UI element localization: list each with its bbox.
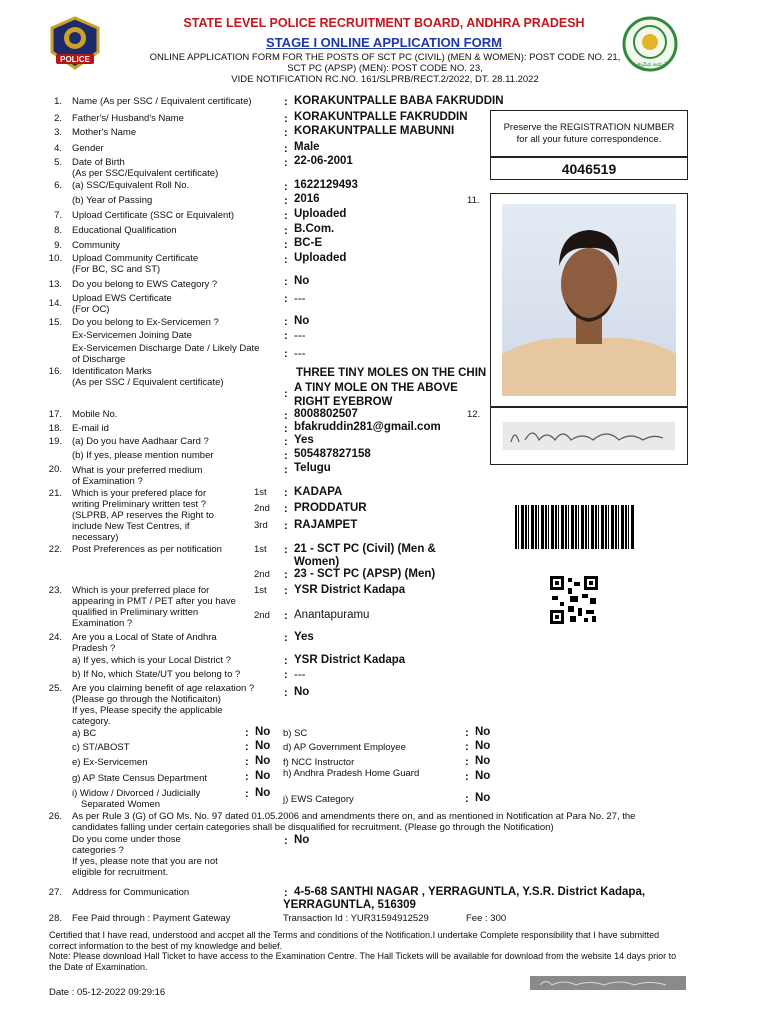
notification-line-2: SCT PC (APSP) (MEN): POST CODE NO. 23, <box>287 63 483 74</box>
disqualification-q4: eligible for recruitment. <box>72 867 169 878</box>
ews-value: No <box>294 275 310 287</box>
fee-amount: Fee : 300 <box>466 913 507 924</box>
relax-widow-value: No <box>255 787 271 799</box>
relax-census-label: g) AP State Census Department <box>72 773 208 784</box>
qr-code <box>550 576 598 624</box>
field-number: 1. <box>54 96 62 107</box>
field-number: 6. <box>54 180 62 191</box>
emblem-motto: సత్యమేవ జయతే <box>632 62 668 68</box>
field-number: 25. <box>48 683 62 694</box>
disqualification-value: No <box>294 834 310 846</box>
disqualification-q3: If yes, please note that you are not <box>72 856 218 867</box>
relax-bc-value: No <box>255 726 271 738</box>
field-number: 4. <box>54 143 62 154</box>
field-number: 8. <box>54 225 62 236</box>
colon: : <box>245 788 249 800</box>
pmt-pet-place-label: Which is your preferred place for appearing in PMT / PET after you have qualified in Preliminary written Examination ? <box>72 585 236 629</box>
colon: : <box>284 143 288 155</box>
local-status-value: Yes <box>294 631 314 643</box>
submission-date: Date : 05-12-2022 09:29:16 <box>49 987 166 998</box>
colon: : <box>284 520 288 532</box>
field-number: 7. <box>54 210 62 221</box>
ews-certificate-label: Upload EWS Certificate <box>72 293 172 304</box>
gender-value: Male <box>294 141 320 153</box>
field-number: 20. <box>48 464 62 475</box>
notification-line-3: VIDE NOTIFICATION RC.NO. 161/SLPRB/RECT.2/2022, DT. 28.11.2022 <box>231 74 539 85</box>
colon: : <box>465 771 469 783</box>
field-number: 16. <box>48 366 62 377</box>
local-status-label: Are you a Local of State of Andhra <box>72 632 217 643</box>
mother-name-label: Mother's Name <box>72 127 137 138</box>
exam-centre-2: PRODDATUR <box>294 502 367 514</box>
colon: : <box>284 388 288 400</box>
colon: : <box>284 436 288 448</box>
signature-label: 12. <box>467 409 481 420</box>
disqualification-rule-text: As per Rule 3 (G) of GO Ms. No. 97 dated 01.05.2006 and amendments there on, and as mentioned in Notification at Para No. 27, the candidates falling under certain categories shall be disqualified for recruitment. (Please go through the Notification) <box>72 811 636 833</box>
colon: : <box>284 316 288 328</box>
identification-mark-2: A TINY MOLE ON THE ABOVE <box>294 382 458 394</box>
photo-frame <box>490 193 688 407</box>
local-district-label: a) If yes, which is your Local District ? <box>72 655 231 666</box>
colon: : <box>284 127 288 139</box>
aadhaar-number-value: 505487827158 <box>294 448 371 460</box>
registration-note-box <box>490 110 688 158</box>
post-preference-1-cont: Women) <box>294 556 340 568</box>
barcode <box>515 505 635 549</box>
colon: : <box>465 727 469 739</box>
field-number: 27. <box>48 887 62 898</box>
email-label: E-mail id <box>72 423 109 434</box>
colon: : <box>284 887 288 899</box>
relax-ews-value: No <box>475 792 491 804</box>
mother-name-value: KORAKUNTPALLE MABUNNI <box>294 125 455 137</box>
relax-sc-value: No <box>475 726 491 738</box>
relax-apge-label: d) AP Government Employee <box>283 742 406 753</box>
relax-homeguard-value: No <box>475 770 491 782</box>
qualification-value: B.Com. <box>294 223 335 235</box>
gender-label: Gender <box>72 143 104 154</box>
identification-marks-label: Identificaton Marks <box>72 366 152 377</box>
discharge-date-value: --- <box>294 348 306 360</box>
pref-2nd: 2nd <box>254 610 270 621</box>
colon: : <box>284 254 288 266</box>
colon: : <box>284 423 288 435</box>
pref-1st: 1st <box>254 544 267 555</box>
disqualification-q2: categories ? <box>72 845 124 856</box>
pref-1st: 1st <box>254 585 267 596</box>
pref-3rd: 3rd <box>254 520 268 531</box>
colon: : <box>284 687 288 699</box>
colon: : <box>284 276 288 288</box>
registration-number-box <box>490 156 688 180</box>
pmt-pet-place-2: Anantapuramu <box>294 609 370 621</box>
community-certificate-note: (For BC, SC and ST) <box>72 264 161 275</box>
disqualification-q1: Do you come under those <box>72 834 181 845</box>
medium-label: What is your preferred medium <box>72 465 203 476</box>
relax-apge-value: No <box>475 740 491 752</box>
ews-certificate-value: --- <box>294 293 306 305</box>
field-number: 24. <box>48 632 62 643</box>
medium-label-2: of Examination ? <box>72 476 143 487</box>
pref-2nd: 2nd <box>254 503 270 514</box>
field-number: 21. <box>48 488 62 499</box>
age-relaxation-label: Are you claiming benefit of age relaxation ? <box>72 683 255 694</box>
age-relaxation-label-4: category. <box>72 716 111 727</box>
registration-number: 4046519 <box>561 161 617 177</box>
address-label: Address for Communication <box>72 887 190 898</box>
community-value: BC-E <box>294 237 323 249</box>
field-number: 15. <box>48 317 62 328</box>
hall-ticket-note: Note: Please download Hall Ticket to have access to the Examination Centre. The Hall Tickets will be available for download from the website 14 days prior to the Date of Examination. <box>49 951 677 972</box>
father-name-value: KORAKUNTPALLE FAKRUDDIN <box>294 111 468 123</box>
exam-centre-3: RAJAMPET <box>294 519 358 531</box>
dob-label-note: (As per SSC/Equivalent certificate) <box>72 168 219 179</box>
colon: : <box>284 632 288 644</box>
photo-label: 11. <box>467 195 480 206</box>
field-number: 26. <box>48 811 62 822</box>
identification-marks-note: (As per SSC / Equivalent certificate) <box>72 377 224 388</box>
field-number: 3. <box>54 127 62 138</box>
relax-exs-value: No <box>255 755 271 767</box>
colon: : <box>284 195 288 207</box>
ssc-certificate-value: Uploaded <box>294 208 347 220</box>
logo-text: POLICE <box>60 55 90 64</box>
fee-paid-label: Fee Paid through : Payment Gateway <box>72 913 231 924</box>
dob-label: Date of Birth <box>72 157 125 168</box>
dob-value: 22-06-2001 <box>294 155 353 167</box>
form-title: STAGE I ONLINE APPLICATION FORM <box>266 35 502 50</box>
colon: : <box>284 610 288 622</box>
colon: : <box>284 544 288 556</box>
local-district-value: YSR District Kadapa <box>294 654 406 666</box>
signature-frame <box>490 407 688 465</box>
relax-st-label: c) ST/ABOST <box>72 742 130 753</box>
colon: : <box>284 348 288 360</box>
roll-no-value: 1622129493 <box>294 179 358 191</box>
field-number: 2. <box>54 113 62 124</box>
colon: : <box>284 450 288 462</box>
colon: : <box>245 741 249 753</box>
field-number: 10. <box>48 253 62 264</box>
colon: : <box>284 669 288 681</box>
qualification-label: Educational Qualification <box>72 225 177 236</box>
colon: : <box>284 225 288 237</box>
other-state-label: b) If No, which State/UT you belong to ? <box>72 669 241 680</box>
colon: : <box>245 756 249 768</box>
discharge-date-label: Ex-Servicemen Discharge Date / Likely Date <box>72 343 260 354</box>
pref-1st: 1st <box>254 487 267 498</box>
community-certificate-value: Uploaded <box>294 252 347 264</box>
father-name-label: Father's/ Husband's Name <box>72 113 184 124</box>
community-certificate-label: Upload Community Certificate <box>72 253 199 264</box>
pref-2nd: 2nd <box>254 569 270 580</box>
colon: : <box>284 835 288 847</box>
ex-servicemen-value: No <box>294 315 310 327</box>
address-line-2: YERRAGUNTLA, 516309 <box>283 899 416 911</box>
field-number: 28. <box>48 913 62 924</box>
aadhaar-value: Yes <box>294 434 314 446</box>
relax-st-value: No <box>255 740 271 752</box>
mobile-value: 8008802507 <box>294 408 358 420</box>
pmt-pet-place-1: YSR District Kadapa <box>294 584 406 596</box>
other-state-value: --- <box>294 669 306 681</box>
name-label: Name (As per SSC / Equivalent certificate) <box>72 96 252 107</box>
colon: : <box>284 239 288 251</box>
colon: : <box>284 210 288 222</box>
colon: : <box>284 464 288 476</box>
relax-ncc-value: No <box>475 755 491 767</box>
registration-note: Preserve the REGISTRATION NUMBER for all your future correspondence. <box>503 122 675 145</box>
field-number: 22. <box>48 544 62 555</box>
roll-no-label: (a) SSC/Equivalent Roll No. <box>72 180 190 191</box>
colon: : <box>465 793 469 805</box>
aadhaar-label: (a) Do you have Aadhaar Card ? <box>72 436 209 447</box>
ews-label: Do you belong to EWS Category ? <box>72 279 218 290</box>
colon: : <box>284 487 288 499</box>
age-relaxation-value: No <box>294 686 310 698</box>
certification-text: Certified that I have read, understood and accpet all the Terms and conditions of the Notification.I undertake Complete responsibility that I have submitted correct information to the best of my knowledge and belief. <box>49 930 660 951</box>
relax-bc-label: a) BC <box>72 728 97 739</box>
exam-centre-1: KADAPA <box>294 486 343 498</box>
relax-ncc-label: f) NCC Instructor <box>283 757 355 768</box>
field-number: 14. <box>48 298 62 309</box>
identification-mark-1: THREE TINY MOLES ON THE CHIN <box>296 367 487 379</box>
colon: : <box>284 410 288 422</box>
address-line-1: 4-5-68 SANTHI NAGAR , YERRAGUNTLA, Y.S.R. District Kadapa, <box>294 886 646 898</box>
local-status-label-2: Pradesh ? <box>72 643 116 654</box>
field-number: 19. <box>48 436 62 447</box>
relax-sc-label: b) SC <box>283 728 308 739</box>
colon: : <box>465 756 469 768</box>
candidate-signature <box>503 422 675 450</box>
colon: : <box>465 741 469 753</box>
post-preference-1: 21 - SCT PC (Civil) (Men & <box>294 543 436 555</box>
relax-homeguard-label: h) Andhra Pradesh Home Guard <box>283 768 420 779</box>
relax-widow-label-2: Separated Women <box>81 799 161 810</box>
board-title: STATE LEVEL POLICE RECRUITMENT BOARD, ANDHRA PRADESH <box>183 16 585 30</box>
medium-value: Telugu <box>294 462 331 474</box>
colon: : <box>284 293 288 305</box>
post-preference-label: Post Preferences as per notification <box>72 544 222 555</box>
ex-servicemen-label: Do you belong to Ex-Servicemen ? <box>72 317 219 328</box>
year-of-passing-value: 2016 <box>294 193 320 205</box>
colon: : <box>284 330 288 342</box>
joining-date-label: Ex-Servicemen Joining Date <box>72 330 192 341</box>
colon: : <box>245 771 249 783</box>
mobile-label: Mobile No. <box>72 409 118 420</box>
notification-line-1: ONLINE APPLICATION FORM FOR THE POSTS OF SCT PC (CIVIL) (MEN & WOMEN): POST CODE NO. 21, <box>149 52 621 63</box>
exam-centre-label: Which is your prefered place for writing Preliminary written test ? (SLPRB, AP reserves the Right to include New Test Centres, if necessary) <box>72 488 214 543</box>
field-number: 9. <box>54 240 62 251</box>
age-relaxation-label-3: If yes, Please specify the applicable <box>72 705 223 716</box>
candidate-photo <box>502 204 676 396</box>
colon: : <box>284 113 288 125</box>
field-number: 13. <box>48 279 62 290</box>
relax-ews-label: j) EWS Category <box>283 794 354 805</box>
year-of-passing-label: (b) Year of Passing <box>72 195 153 206</box>
colon: : <box>245 727 249 739</box>
email-value: bfakruddin281@gmail.com <box>294 421 441 433</box>
relax-widow-label: i) Widow / Divorced / Judicially <box>72 788 201 799</box>
colon: : <box>284 655 288 667</box>
name-value: KORAKUNTPALLE BABA FAKRUDDIN <box>294 95 504 107</box>
aadhaar-number-label: (b) If yes, please mention number <box>72 450 214 461</box>
discharge-date-note: of Discharge <box>72 354 126 365</box>
post-preference-2: 23 - SCT PC (APSP) (Men) <box>294 568 436 580</box>
relax-exs-label: e) Ex-Servicemen <box>72 757 148 768</box>
colon: : <box>284 569 288 581</box>
transaction-id: Transaction Id : YUR31594912529 <box>283 913 429 924</box>
colon: : <box>284 96 288 108</box>
field-number: 5. <box>54 157 62 168</box>
colon: : <box>284 181 288 193</box>
age-relaxation-label-2: (Please go through the Notificaiton) <box>72 694 221 705</box>
colon: : <box>284 585 288 597</box>
identification-mark-3: RIGHT EYEBROW <box>294 396 393 408</box>
joining-date-value: --- <box>294 330 306 342</box>
ews-certificate-note: (For OC) <box>72 304 110 315</box>
relax-census-value: No <box>255 770 271 782</box>
field-number: 18. <box>48 423 62 434</box>
community-label: Community <box>72 240 121 251</box>
ssc-certificate-label: Upload Certificate (SSC or Equivalent) <box>72 210 235 221</box>
field-number: 17. <box>48 409 62 420</box>
footer-signature <box>530 976 686 990</box>
colon: : <box>284 503 288 515</box>
field-number: 23. <box>48 585 62 596</box>
colon: : <box>284 157 288 169</box>
